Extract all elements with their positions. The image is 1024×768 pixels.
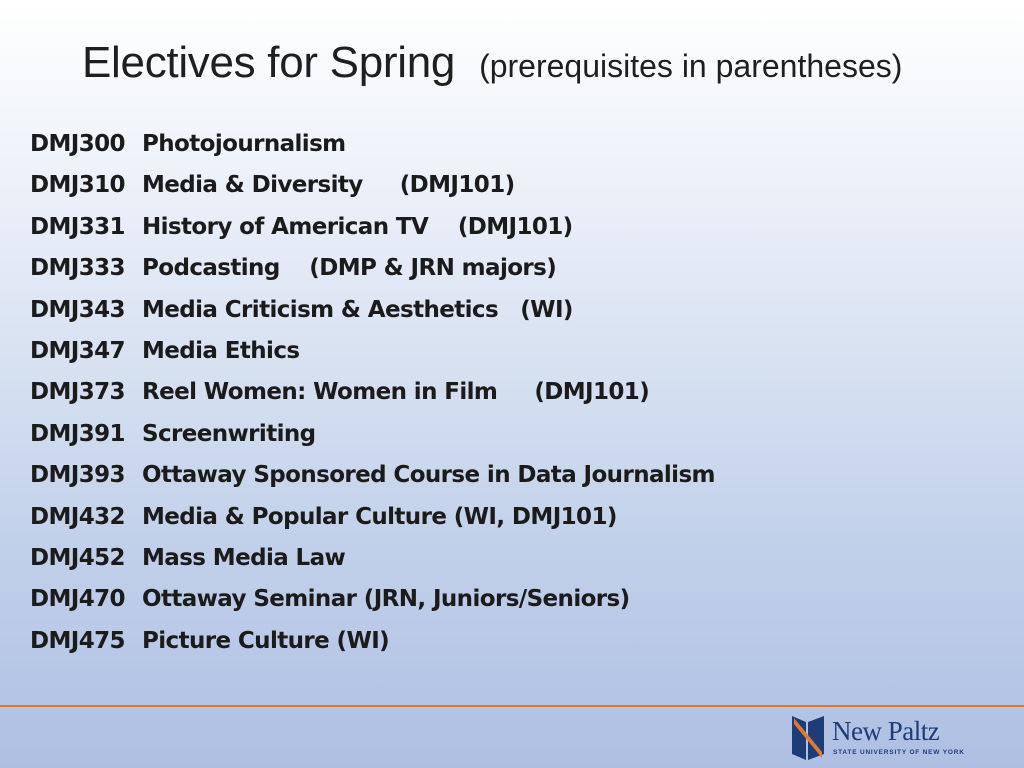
course-title: Media Criticism & Aesthetics (WI) (142, 296, 573, 323)
course-code: DMJ331 (30, 213, 125, 240)
course-code: DMJ333 (30, 255, 125, 282)
title-subtitle: (prerequisites in parentheses) (479, 48, 903, 84)
course-title: Ottaway Seminar (JRN, Juniors/Seniors) (142, 586, 630, 613)
course-title: Ottaway Sponsored Course in Data Journalism (142, 462, 715, 489)
course-code: DMJ347 (30, 337, 125, 364)
footer-divider (0, 705, 1024, 707)
list-item (30, 165, 715, 206)
course-code: DMJ391 (30, 420, 125, 447)
course-title: Media & Diversity (DMJ101) (142, 172, 515, 199)
course-code: DMJ452 (30, 544, 125, 571)
course-code: DMJ475 (30, 627, 125, 654)
course-code: DMJ373 (30, 379, 125, 406)
new-paltz-logo-icon (792, 714, 824, 760)
list-item (30, 455, 715, 496)
course-code: DMJ470 (30, 586, 125, 613)
course-title: Picture Culture (WI) (142, 627, 390, 654)
list-item (30, 290, 715, 331)
course-title: Media & Popular Culture (WI, DMJ101) (142, 503, 617, 530)
course-title: Reel Women: Women in Film (DMJ101) (142, 379, 650, 406)
list-item (30, 124, 715, 165)
list-item (30, 248, 715, 289)
list-item (30, 497, 715, 538)
course-code: DMJ310 (30, 172, 125, 199)
course-title: Media Ethics (142, 337, 300, 364)
list-item (30, 621, 715, 662)
list-item (30, 207, 715, 248)
course-code: DMJ343 (30, 296, 125, 323)
title-text: Electives for Spring (82, 38, 456, 87)
course-list (30, 124, 715, 662)
slide-title (82, 38, 902, 88)
course-code: DMJ393 (30, 462, 125, 489)
course-title: History of American TV (DMJ101) (142, 213, 573, 240)
course-code: DMJ300 (30, 131, 125, 157)
logo-name: New Paltz (832, 716, 940, 746)
logo-tagline: STATE UNIVERSITY OF NEW YORK (833, 749, 965, 756)
course-title: Screenwriting (142, 420, 316, 447)
list-item (30, 331, 715, 372)
new-paltz-logo (792, 712, 972, 762)
course-title: Mass Media Law (142, 544, 346, 571)
list-item (30, 538, 715, 579)
course-title: Photojournalism (142, 131, 346, 157)
list-item (30, 414, 715, 455)
list-item (30, 372, 715, 413)
list-item (30, 579, 715, 620)
course-code: DMJ432 (30, 503, 125, 530)
course-title: Podcasting (DMP & JRN majors) (142, 255, 557, 282)
